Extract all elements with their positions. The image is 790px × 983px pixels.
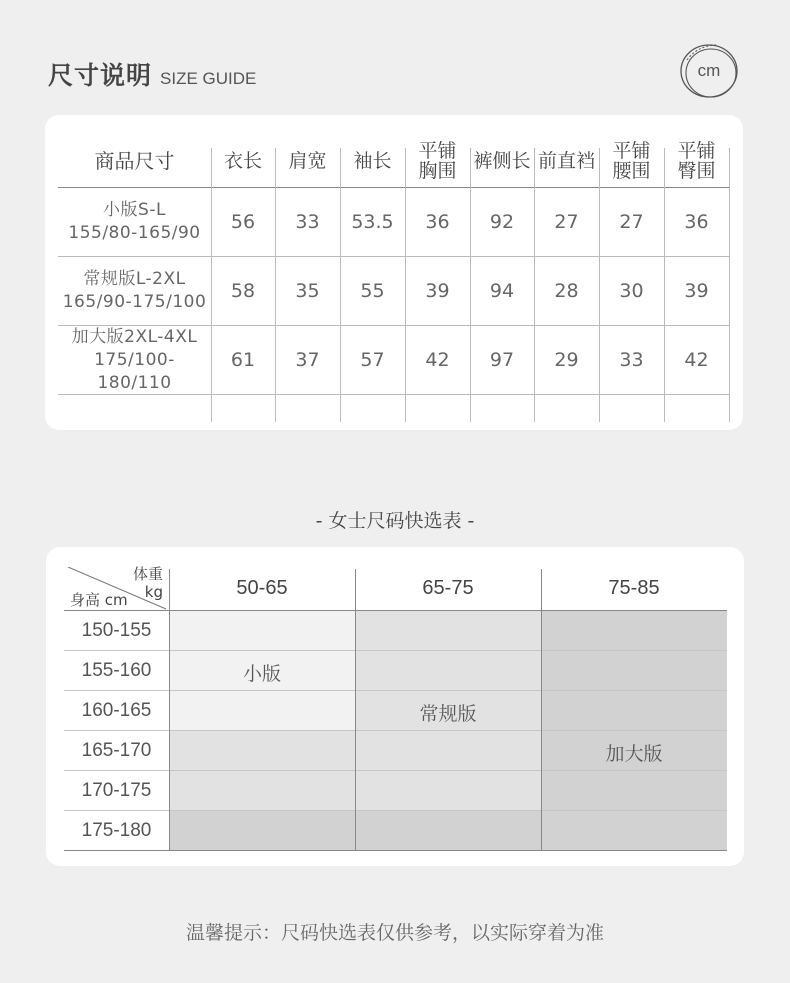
quick-guide-header xyxy=(64,567,727,611)
size-zone-cell xyxy=(169,731,355,771)
height-range-label: 150-155 xyxy=(64,611,169,651)
size-zone-cell xyxy=(169,691,355,731)
size-zone-cell xyxy=(355,811,541,851)
measurement-cell: 58 xyxy=(230,280,256,302)
column-divider xyxy=(534,148,535,422)
title-english: SIZE GUIDE xyxy=(160,69,257,88)
measurement-cell: 39 xyxy=(425,280,450,302)
height-row xyxy=(64,771,727,811)
size-table-header-cell: 平铺 胸围 xyxy=(418,139,457,182)
column-divider xyxy=(470,148,471,422)
size-zone-cell xyxy=(355,731,541,771)
measurement-cell: 36 xyxy=(425,211,450,233)
size-zone-cell xyxy=(541,611,727,651)
weight-column-header: 50-65 xyxy=(236,577,288,599)
column-divider xyxy=(664,148,665,422)
weight-column-header: 65-75 xyxy=(422,577,474,599)
size-table-header-cell: 平铺 臀围 xyxy=(677,139,716,182)
measurement-cell: 27 xyxy=(619,211,644,233)
size-table-header xyxy=(58,134,730,188)
size-table-row xyxy=(58,188,730,257)
size-zone-label-regular: 常规版 xyxy=(419,703,477,725)
size-zone-cell xyxy=(169,611,355,651)
size-zone-cell xyxy=(355,651,541,691)
table-bottom-rule xyxy=(64,850,727,851)
height-range-label: 160-165 xyxy=(64,691,169,731)
height-range-label: 165-170 xyxy=(64,731,169,771)
cm-unit-label: cm xyxy=(697,61,721,80)
size-label-cell: 小版S-L 155/80-165/90 xyxy=(68,200,201,243)
height-range-label: 175-180 xyxy=(64,811,169,851)
quick-guide-title: - 女士尺码快选表 - xyxy=(315,510,475,532)
measurement-cell: 28 xyxy=(554,280,579,302)
size-table-row xyxy=(58,257,730,326)
height-row xyxy=(64,651,727,691)
measurement-cell: 37 xyxy=(295,349,320,371)
size-label-cell: 常规版L-2XL 165/90-175/100 xyxy=(62,269,207,312)
measurement-cell: 33 xyxy=(295,211,320,233)
measurement-cell: 55 xyxy=(360,280,385,302)
column-divider xyxy=(340,148,341,422)
size-zone-cell xyxy=(541,651,727,691)
measurement-cell: 56 xyxy=(230,211,256,233)
size-table-header-cell: 袖长 xyxy=(353,149,392,172)
size-table-header-cell: 肩宽 xyxy=(288,149,327,172)
measurement-cell: 29 xyxy=(554,349,579,371)
size-table-header-cell: 衣长 xyxy=(223,149,262,172)
footer-note: 温馨提示：尺码快选表仅供参考，以实际穿着为准 xyxy=(185,922,604,944)
cm-unit-icon xyxy=(678,42,740,100)
size-zone-cell xyxy=(541,771,727,811)
measurement-cell: 42 xyxy=(684,349,709,371)
height-row xyxy=(64,811,727,851)
measurement-cell: 61 xyxy=(230,349,256,371)
size-zone-cell xyxy=(355,771,541,811)
table-corner xyxy=(64,567,169,611)
measurement-cell: 27 xyxy=(554,211,579,233)
weight-axis-label: 体重 kg xyxy=(132,565,163,601)
size-zone-cell xyxy=(169,771,355,811)
measurement-cell: 94 xyxy=(489,280,515,302)
measurement-cell: 53.5 xyxy=(351,211,394,233)
title-chinese: 尺寸说明 xyxy=(48,61,153,90)
size-table-header-cell: 前直裆 xyxy=(537,149,595,172)
measurement-cell: 42 xyxy=(425,349,450,371)
quick-guide-table xyxy=(64,567,727,851)
column-divider xyxy=(211,148,212,422)
column-divider xyxy=(541,569,542,851)
size-zone-cell xyxy=(169,811,355,851)
measurement-cell: 30 xyxy=(619,280,644,302)
column-divider xyxy=(405,148,406,422)
measurement-cell: 36 xyxy=(684,211,709,233)
size-table xyxy=(58,134,730,422)
column-divider xyxy=(169,569,170,851)
measurement-cell: 92 xyxy=(489,211,515,233)
size-zone-cell xyxy=(355,611,541,651)
size-table-row xyxy=(58,326,730,395)
size-zone-label-small: 小版 xyxy=(242,663,281,685)
measurement-cell: 35 xyxy=(295,280,320,302)
size-label-cell: 加大版2XL-4XL 175/100-180/110 xyxy=(71,326,198,393)
column-divider xyxy=(729,148,730,422)
measurement-cell: 57 xyxy=(360,349,385,371)
size-table-empty-row xyxy=(58,395,730,422)
size-table-header-cell: 平铺 腰围 xyxy=(612,139,651,182)
size-table-header-cell: 商品尺寸 xyxy=(94,148,175,173)
size-zone-cell xyxy=(541,811,727,851)
size-table-header-cell: 裤侧长 xyxy=(473,149,531,172)
column-divider xyxy=(275,148,276,422)
page-title xyxy=(48,56,256,92)
size-zone-cell xyxy=(541,691,727,731)
measurement-cell: 33 xyxy=(619,349,644,371)
column-divider xyxy=(599,148,600,422)
height-range-label: 155-160 xyxy=(64,651,169,691)
height-range-label: 170-175 xyxy=(64,771,169,811)
measurement-cell: 97 xyxy=(489,349,515,371)
size-zone-label-large: 加大版 xyxy=(605,743,663,765)
height-row xyxy=(64,611,727,651)
weight-column-header: 75-85 xyxy=(608,577,660,599)
measurement-cell: 39 xyxy=(684,280,709,302)
height-axis-label: 身高 cm xyxy=(70,591,128,609)
